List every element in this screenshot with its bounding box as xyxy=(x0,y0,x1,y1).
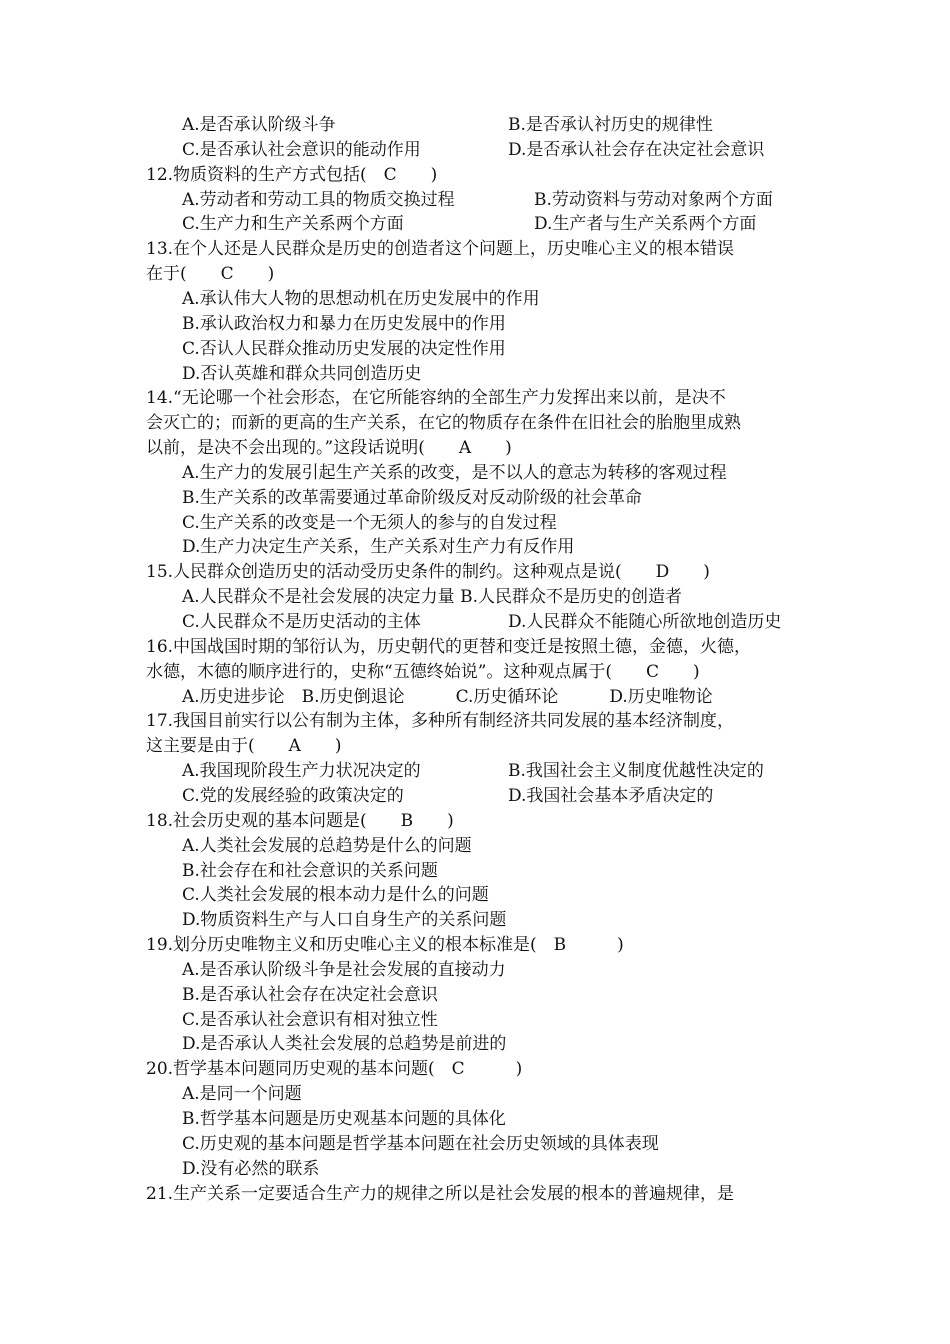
text-line: 13.在个人还是人民群众是历史的创造者这个问题上，历史唯心主义的根本错误 xyxy=(146,239,735,260)
text-line: 以前，是决不会出现的。”这段话说明( A ) xyxy=(146,438,512,459)
text-line: C.是否承认社会意识的能动作用 xyxy=(182,139,421,160)
text-line: B.劳动资料与劳动对象两个方面 xyxy=(534,189,773,210)
text-line: 21.生产关系一定要适合生产力的规律之所以是社会发展的根本的普遍规律，是 xyxy=(146,1183,735,1204)
text-line: 18.社会历史观的基本问题是( B ) xyxy=(146,810,454,831)
text-line: C.人类社会发展的根本动力是什么的问题 xyxy=(182,885,489,906)
text-line: D.我国社会基本矛盾决定的 xyxy=(508,785,714,806)
text-line: 水德，木德的顺序进行的，史称“五德终始说”。这种观点属于( C ) xyxy=(146,661,700,682)
text-line: A.历史进步论 B.历史倒退论 C.历史循环论 D.历史唯物论 xyxy=(182,686,713,707)
text-line: D.生产者与生产关系两个方面 xyxy=(534,214,757,235)
text-line: D.没有必然的联系 xyxy=(182,1158,320,1179)
text-line: 这主要是由于( A ) xyxy=(146,736,342,757)
text-line: A.承认伟大人物的思想动机在历史发展中的作用 xyxy=(182,288,540,309)
text-line: A.人类社会发展的总趋势是什么的问题 xyxy=(182,835,472,856)
text-line: D.人民群众不能随心所欲地创造历史 xyxy=(508,612,782,632)
text-line: C.人民群众不是历史活动的主体 xyxy=(182,612,421,632)
text-line: 15.人民群众创造历史的活动受历史条件的制约。这种观点是说( D ) xyxy=(146,562,710,583)
text-line: 19.划分历史唯物主义和历史唯心主义的根本标准是( B ) xyxy=(146,935,624,956)
text-line: 14.“无论哪一个社会形态，在它所能容纳的全部生产力发挥出来以前，是决不 xyxy=(146,388,726,409)
text-line: B.社会存在和社会意识的关系问题 xyxy=(182,860,438,881)
text-line: A.是否承认阶级斗争 xyxy=(182,115,336,135)
text-line: A.生产力的发展引起生产关系的改变，是不以人的意志为转移的客观过程 xyxy=(182,462,727,483)
text-line: D.生产力决定生产关系，生产关系对生产力有反作用 xyxy=(182,537,575,558)
text-line: 12.物质资料的生产方式包括( C ) xyxy=(146,164,438,185)
text-line: C.否认人民群众推动历史发展的决定性作用 xyxy=(182,338,506,359)
text-line: C.生产力和生产关系两个方面 xyxy=(182,214,404,235)
text-line: C.是否承认社会意识有相对独立性 xyxy=(182,1009,438,1030)
text-line: B.是否承认衬历史的规律性 xyxy=(508,115,713,135)
text-line: 在于( C ) xyxy=(146,264,275,285)
text-line: D.否认英雄和群众共同创造历史 xyxy=(182,363,422,384)
text-line: B.是否承认社会存在决定社会意识 xyxy=(182,984,438,1005)
text-line: A.我国现阶段生产力状况决定的 xyxy=(182,761,421,782)
text-line: C.生产关系的改变是一个无须人的参与的自发过程 xyxy=(182,512,557,533)
text-line: B.哲学基本问题是历史观基本问题的具体化 xyxy=(182,1109,506,1129)
text-line: C.历史观的基本问题是哲学基本问题在社会历史领域的具体表现 xyxy=(182,1133,659,1154)
text-line: B.承认政治权力和暴力在历史发展中的作用 xyxy=(182,313,506,334)
text-line: C.党的发展经验的政策决定的 xyxy=(182,785,404,806)
text-line: D.是否承认人类社会发展的总趋势是前进的 xyxy=(182,1034,507,1055)
text-line: A.是否承认阶级斗争是社会发展的直接动力 xyxy=(182,959,506,980)
text-line: D.是否承认社会存在决定社会意识 xyxy=(508,139,765,160)
text-line: 20.哲学基本问题同历史观的基本问题( C ) xyxy=(146,1059,523,1080)
text-line: 会灭亡的；而新的更高的生产关系，在它的物质存在条件在旧社会的胎胞里成熟 xyxy=(146,413,741,434)
text-line: 16.中国战国时期的邹衍认为，历史朝代的更替和变迁是按照土德，金德，火德， xyxy=(146,636,752,657)
text-line: A.是同一个问题 xyxy=(182,1084,302,1105)
text-line: 17.我国目前实行以公有制为主体，多种所有制经济共同发展的基本经济制度， xyxy=(146,711,735,732)
text-line: B.生产关系的改革需要通过革命阶级反对反动阶级的社会革命 xyxy=(182,487,642,508)
text-line: D.物质资料生产与人口自身生产的关系问题 xyxy=(182,910,507,931)
text-line: A.人民群众不是社会发展的决定力量 B.人民群众不是历史的创造者 xyxy=(182,587,682,608)
text-line: A.劳动者和劳动工具的物质交换过程 xyxy=(182,189,455,210)
text-line: B.我国社会主义制度优越性决定的 xyxy=(508,761,764,782)
